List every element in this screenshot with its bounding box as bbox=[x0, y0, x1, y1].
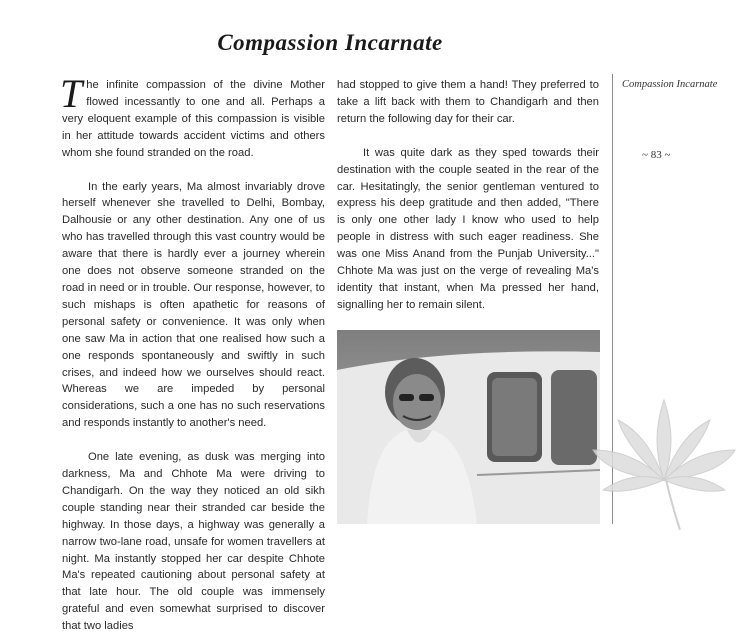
paragraph-3-continued: had stopped to give them a hand! They preferred to take a lift back with them to Chandigarh and then return the following day for their car. bbox=[337, 79, 599, 125]
paragraph-3: One late evening, as dusk was merging into darkness, Ma and Chhote Ma were driving to Chandigarh. On the way they noticed an old sikh couple standing near their stranded car beside the highway. In those days, a highway was generally a narrow two-lane road, unsafe for women travellers at night. Ma instantly stopped her car despite Chhote Ma's repeated cautioning about personal safety at that late hour. The old couple was immensely grateful and even somewhat surprised to discover that two ladies bbox=[62, 451, 325, 633]
paragraph-1 bbox=[60, 71, 325, 162]
drop-cap: T bbox=[60, 71, 83, 116]
text-column-left bbox=[60, 71, 325, 635]
paragraph-2: In the early years, Ma almost invariably drove herself whenever she travelled to Delhi, Bombay, Dalhousie or any other destination. Any one of us who has travelled through this vast country would be aware that there is hardly ever a journey wherein one does not observe someone stranded on the road in need or in trouble. Our response, however, to such mishaps is often apathetic for reasons of personal safety or convenience. It was only when one saw Ma in action that one realised how such a one responds spontaneously and swiftly in such crises, and indeed how we ourselves should react. Whereas we are impeded by personal considerations, such a one has no such reservations and responds instantly to another's need. bbox=[62, 180, 325, 430]
photo-ma-beside-car bbox=[337, 330, 600, 524]
lotus-flower-decoration bbox=[588, 380, 740, 530]
page-title: Compassion Incarnate bbox=[217, 30, 443, 55]
paragraph-4: It was quite dark as they sped towards their destination with the couple seated in the rear of the car. Hesitatingly, the senior gentleman ventured to express his deep gratitude and then added, "There is only one other lady I know who used to help people in distress with such eager readiness. She was one Miss Anand from the Punjab University..." Chhote Ma was just on the verge of revealing Ma's identity that instant, when Ma pressed her hand, signalling her to remain silent. bbox=[337, 146, 599, 311]
page-number: ~ 83 ~ bbox=[642, 149, 671, 161]
paragraph-1-text: he infinite compassion of the divine Mother flowed incessantly to one and all. Perhaps a very eloquent example of this compassion is visible in her attitude towards accident victims and others whom she found stranded on the road. bbox=[62, 79, 325, 159]
running-header: Compassion Incarnate bbox=[622, 79, 718, 90]
